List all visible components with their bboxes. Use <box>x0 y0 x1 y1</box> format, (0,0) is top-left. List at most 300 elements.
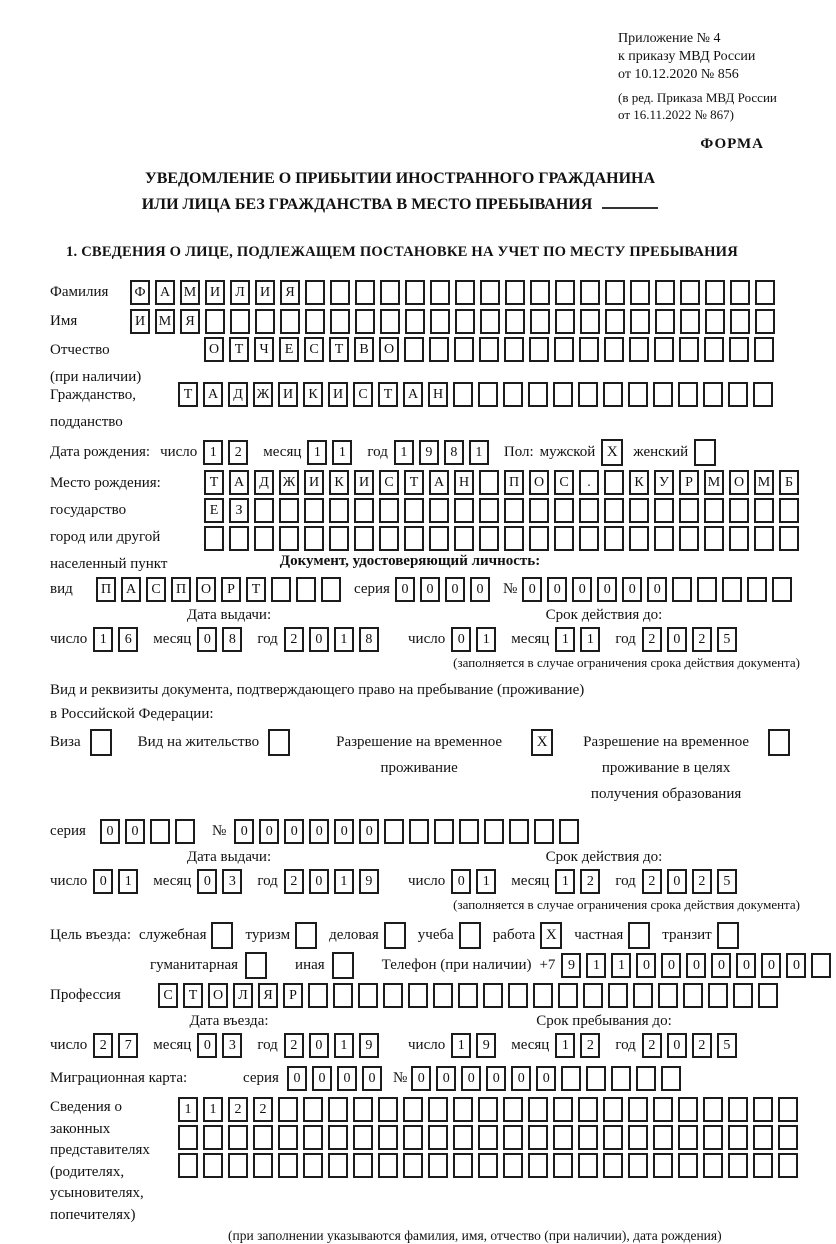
char-cell <box>330 309 350 334</box>
birth-day-label: число <box>160 444 198 460</box>
entry-date-col <box>50 1013 408 1058</box>
char-cell <box>529 337 549 362</box>
char-cell: 0 <box>667 869 687 894</box>
char-cell: 2 <box>580 1033 600 1058</box>
citizenship-label <box>50 382 178 436</box>
char-cell <box>678 1097 698 1122</box>
phone-prefix: +7 <box>539 957 556 973</box>
char-cell <box>672 577 692 602</box>
char-cell <box>604 498 624 523</box>
char-cell <box>553 1097 573 1122</box>
char-cell: У <box>654 470 674 495</box>
char-cell: 9 <box>359 869 379 894</box>
char-cell <box>753 1125 773 1150</box>
char-cell: 8 <box>222 627 242 652</box>
stay-valid-month-label: месяц <box>511 873 550 889</box>
char-cell <box>604 337 624 362</box>
representatives-footnote: (при заполнении указываются фамилия, имя, отчество (при наличии), дата рождения) <box>228 1228 722 1243</box>
char-cell: 1 <box>611 953 631 978</box>
char-cell <box>454 498 474 523</box>
char-cell: 2 <box>692 1033 712 1058</box>
char-cell: Р <box>283 983 303 1008</box>
char-cell <box>178 1153 198 1178</box>
char-cell <box>329 526 349 551</box>
char-cell: 2 <box>284 627 304 652</box>
char-cell: 1 <box>586 953 606 978</box>
char-cell <box>330 280 350 305</box>
char-cell: Т <box>229 337 249 362</box>
stay-valid-year-label: год <box>615 873 636 889</box>
char-cell <box>628 1097 648 1122</box>
char-cell <box>658 983 678 1008</box>
char-cell <box>429 498 449 523</box>
temp-residence-edu-option <box>573 729 790 807</box>
char-cell: Т <box>329 337 349 362</box>
identity-doc-kind-label: вид <box>50 581 73 597</box>
char-cell: 9 <box>476 1033 496 1058</box>
char-cell: Т <box>178 382 198 407</box>
char-cell: 1 <box>476 869 496 894</box>
char-cell <box>328 1097 348 1122</box>
char-cell <box>378 1153 398 1178</box>
char-cell: Л <box>233 983 253 1008</box>
char-cell <box>305 280 325 305</box>
char-cell <box>579 337 599 362</box>
revision-line-1: (в ред. Приказа МВД России <box>618 90 777 105</box>
birth-month-cells <box>307 440 357 465</box>
char-cell <box>578 1153 598 1178</box>
char-cell: З <box>229 498 249 523</box>
char-cell: И <box>304 470 324 495</box>
stay-until-year-label: год <box>615 1037 636 1053</box>
birth-place-cells-line-2 <box>204 498 804 523</box>
char-cell <box>705 309 725 334</box>
char-cell: 2 <box>284 869 304 894</box>
char-cell <box>583 983 603 1008</box>
char-cell: 3 <box>222 1033 242 1058</box>
char-cell: 0 <box>451 869 471 894</box>
char-cell <box>778 1153 798 1178</box>
char-cell <box>778 1097 798 1122</box>
char-cell: 0 <box>522 577 542 602</box>
char-cell <box>679 498 699 523</box>
identity-doc-series-label: серия <box>354 581 390 597</box>
char-cell: С <box>353 382 373 407</box>
char-cell <box>704 498 724 523</box>
birth-date-row <box>50 439 800 466</box>
char-cell <box>630 280 650 305</box>
char-cell <box>533 983 553 1008</box>
char-cell <box>504 526 524 551</box>
char-cell <box>628 1153 648 1178</box>
char-cell: Е <box>279 337 299 362</box>
char-cell <box>230 309 250 334</box>
identity-doc-issue-col <box>50 607 408 671</box>
char-cell: А <box>229 470 249 495</box>
char-cell <box>579 498 599 523</box>
char-cell: Р <box>679 470 699 495</box>
char-cell <box>655 309 675 334</box>
stay-doc-number-label: № <box>211 823 227 839</box>
migration-card-series-label: серия <box>243 1070 279 1086</box>
stay-until-row <box>408 1033 800 1058</box>
char-cell <box>754 526 774 551</box>
char-cell <box>703 1153 723 1178</box>
char-cell <box>553 1153 573 1178</box>
char-cell: Я <box>180 309 200 334</box>
char-cell <box>653 1125 673 1150</box>
char-cell <box>630 309 650 334</box>
char-cell: 0 <box>667 1033 687 1058</box>
identity-doc-footnote: (заполняется в случае ограничения срока действия документа) <box>453 655 800 670</box>
char-cell: О <box>204 337 224 362</box>
char-cell <box>555 280 575 305</box>
char-cell: М <box>754 470 774 495</box>
char-cell: 0 <box>362 1066 382 1091</box>
char-cell <box>503 1097 523 1122</box>
stay-issue-day-label: число <box>50 873 88 889</box>
char-cell: 0 <box>197 869 217 894</box>
stay-doc-intro-line-1: Вид и реквизиты документа, подтверждающего право на пребывание (проживание) <box>50 682 585 698</box>
char-cell <box>253 1153 273 1178</box>
residence-permit-option <box>138 729 290 756</box>
char-cell <box>753 382 773 407</box>
char-cell <box>278 1097 298 1122</box>
purpose-transit-checkbox <box>717 922 739 949</box>
char-cell: Т <box>204 470 224 495</box>
char-cell <box>503 382 523 407</box>
char-cell <box>679 526 699 551</box>
citizenship-label-line-1: Гражданство, <box>50 387 137 403</box>
char-cell: О <box>196 577 216 602</box>
identity-doc-valid-col <box>408 607 800 671</box>
char-cell: Ж <box>279 470 299 495</box>
char-cell <box>528 1125 548 1150</box>
appendix-header <box>618 30 800 123</box>
identity-doc-dates <box>50 607 800 671</box>
char-cell <box>655 280 675 305</box>
char-cell <box>504 337 524 362</box>
stay-until-year-cells <box>642 1033 742 1058</box>
char-cell <box>629 498 649 523</box>
char-cell <box>304 526 324 551</box>
char-cell: Д <box>228 382 248 407</box>
char-cell <box>328 1153 348 1178</box>
char-cell <box>704 337 724 362</box>
char-cell <box>559 819 579 844</box>
char-cell <box>703 1125 723 1150</box>
char-cell <box>479 498 499 523</box>
char-cell: А <box>203 382 223 407</box>
char-cell: О <box>529 470 549 495</box>
char-cell <box>308 983 328 1008</box>
char-cell <box>480 280 500 305</box>
form-title-line-2-text: ИЛИ ЛИЦА БЕЗ ГРАЖДАНСТВА В МЕСТО ПРЕБЫВАНИЯ <box>141 196 593 213</box>
char-cell <box>505 309 525 334</box>
stay-doc-footnote: (заполняется в случае ограничения срока действия документа) <box>453 897 800 912</box>
migration-card-number-label: № <box>392 1070 408 1086</box>
stay-until-day-label: число <box>408 1037 446 1053</box>
purpose-study-checkbox <box>459 922 481 949</box>
char-cell <box>755 280 775 305</box>
char-cell: 1 <box>334 627 354 652</box>
char-cell <box>754 498 774 523</box>
char-cell: Ф <box>130 280 150 305</box>
birth-place-labels <box>50 470 204 578</box>
char-cell: 5 <box>717 1033 737 1058</box>
char-cell: 0 <box>420 577 440 602</box>
char-cell: А <box>155 280 175 305</box>
form-label: ФОРМА <box>700 136 764 152</box>
char-cell <box>428 1153 448 1178</box>
migration-card-label: Миграционная карта: <box>50 1070 188 1086</box>
stay-doc-number-cells <box>234 819 584 844</box>
char-cell <box>454 526 474 551</box>
char-cell <box>729 337 749 362</box>
char-cell <box>380 309 400 334</box>
char-cell <box>729 526 749 551</box>
char-cell: 0 <box>636 953 656 978</box>
representatives-label-1: Сведения о <box>50 1099 122 1115</box>
citizenship-cells <box>178 382 778 407</box>
char-cell: Ж <box>253 382 273 407</box>
char-cell <box>479 470 499 495</box>
char-cell: П <box>96 577 116 602</box>
char-cell <box>654 526 674 551</box>
char-cell <box>353 1097 373 1122</box>
char-cell: 2 <box>93 1033 113 1058</box>
entry-month-cells <box>197 1033 247 1058</box>
char-cell: А <box>429 470 449 495</box>
form-title <box>50 166 750 218</box>
char-cell <box>478 1153 498 1178</box>
profession-row <box>50 983 800 1008</box>
char-cell <box>205 309 225 334</box>
char-cell: 0 <box>436 1066 456 1091</box>
migration-card-series-cells <box>287 1066 387 1091</box>
char-cell <box>455 309 475 334</box>
char-cell <box>680 309 700 334</box>
char-cell <box>303 1097 323 1122</box>
representatives-block <box>50 1097 800 1226</box>
purpose-other-label: иная <box>295 957 325 973</box>
identity-doc-valid-heading: Срок действия до: <box>545 607 663 623</box>
char-cell: Т <box>183 983 203 1008</box>
char-cell <box>478 382 498 407</box>
given-name-cells <box>130 309 780 334</box>
char-cell <box>708 983 728 1008</box>
char-cell <box>754 337 774 362</box>
identity-doc-number-label: № <box>502 581 518 597</box>
visit-purpose-row-2 <box>150 952 800 979</box>
entry-year-cells <box>284 1033 384 1058</box>
char-cell <box>678 1125 698 1150</box>
char-cell: 5 <box>717 869 737 894</box>
char-cell <box>558 983 578 1008</box>
char-cell: 8 <box>444 440 464 465</box>
purpose-humanitarian-checkbox <box>245 952 267 979</box>
identity-doc-issue-heading: Дата выдачи: <box>186 607 272 623</box>
char-cell: И <box>205 280 225 305</box>
char-cell <box>383 983 403 1008</box>
purpose-other-checkbox <box>332 952 354 979</box>
char-cell <box>578 382 598 407</box>
char-cell <box>509 819 529 844</box>
char-cell: 0 <box>197 627 217 652</box>
stay-until-day-cells <box>451 1033 501 1058</box>
char-cell <box>611 1066 631 1091</box>
representatives-label-2: законных <box>50 1120 111 1137</box>
char-cell <box>405 309 425 334</box>
identity-doc-valid-row <box>408 627 800 652</box>
char-cell <box>580 280 600 305</box>
valid-day-cells <box>451 627 501 652</box>
char-cell <box>453 1097 473 1122</box>
char-cell <box>653 1153 673 1178</box>
char-cell: 0 <box>259 819 279 844</box>
patronymic-label-line-1: Отчество <box>50 342 110 358</box>
char-cell <box>255 309 275 334</box>
char-cell <box>434 819 454 844</box>
char-cell <box>772 577 792 602</box>
stay-doc-issue-heading: Дата выдачи: <box>186 849 272 865</box>
char-cell <box>254 498 274 523</box>
visa-label: Виза <box>50 734 81 750</box>
char-cell <box>811 953 831 978</box>
birth-place-cells-line-3 <box>204 526 804 551</box>
char-cell: С <box>146 577 166 602</box>
char-cell <box>353 1125 373 1150</box>
representatives-cell-rows <box>178 1097 803 1181</box>
birth-place-cell-rows <box>204 470 804 554</box>
purpose-tourism-checkbox <box>295 922 317 949</box>
char-cell <box>636 1066 656 1091</box>
purpose-work-checkbox: X <box>540 922 562 949</box>
char-cell <box>605 280 625 305</box>
char-cell: Р <box>221 577 241 602</box>
char-cell <box>403 1097 423 1122</box>
char-cell <box>604 470 624 495</box>
char-cell: П <box>504 470 524 495</box>
char-cell <box>728 1153 748 1178</box>
stay-doc-valid-heading: Срок действия до: <box>545 849 663 865</box>
char-cell <box>358 983 378 1008</box>
char-cell <box>703 1097 723 1122</box>
char-cell <box>378 1097 398 1122</box>
char-cell: 0 <box>761 953 781 978</box>
sex-label: Пол: <box>503 444 534 460</box>
citizenship-label-line-2: подданство <box>50 414 123 430</box>
form-title-line-2 <box>50 192 750 218</box>
purpose-business-checkbox <box>384 922 406 949</box>
char-cell <box>278 1153 298 1178</box>
temp-residence-label: Разрешение на временное проживание <box>336 734 503 776</box>
char-cell <box>728 1097 748 1122</box>
char-cell: Л <box>230 280 250 305</box>
char-cell <box>379 498 399 523</box>
char-cell <box>528 1153 548 1178</box>
char-cell: 0 <box>395 577 415 602</box>
char-cell <box>697 577 717 602</box>
char-cell: 0 <box>711 953 731 978</box>
char-cell <box>529 498 549 523</box>
char-cell <box>429 526 449 551</box>
char-cell <box>175 819 195 844</box>
issue-day-cells <box>93 627 143 652</box>
char-cell: В <box>354 337 374 362</box>
char-cell <box>178 1125 198 1150</box>
char-cell: 0 <box>451 627 471 652</box>
char-cell: 0 <box>100 819 120 844</box>
char-cell: 2 <box>253 1097 273 1122</box>
stay-issue-month-cells <box>197 869 247 894</box>
stay-doc-issue-row <box>50 869 408 894</box>
char-cell: 9 <box>359 1033 379 1058</box>
char-cell: М <box>180 280 200 305</box>
char-cell <box>408 983 428 1008</box>
stay-valid-year-cells <box>642 869 742 894</box>
representatives-label-4: (родителях, <box>50 1163 125 1180</box>
char-cell <box>409 819 429 844</box>
char-cell <box>480 309 500 334</box>
char-cell <box>534 819 554 844</box>
char-cell: . <box>579 470 599 495</box>
char-cell: С <box>304 337 324 362</box>
issue-year-cells <box>284 627 384 652</box>
char-cell <box>578 1097 598 1122</box>
char-cell: К <box>329 470 349 495</box>
char-cell <box>730 309 750 334</box>
char-cell: 0 <box>736 953 756 978</box>
char-cell <box>654 337 674 362</box>
issue-month-cells <box>197 627 247 652</box>
char-cell <box>629 526 649 551</box>
char-cell: 0 <box>667 627 687 652</box>
char-cell <box>704 526 724 551</box>
char-cell: 0 <box>334 819 354 844</box>
char-cell <box>753 1097 773 1122</box>
char-cell: 0 <box>309 1033 329 1058</box>
char-cell: И <box>354 470 374 495</box>
char-cell <box>484 819 504 844</box>
profession-label: Профессия <box>50 987 121 1003</box>
char-cell: 0 <box>309 627 329 652</box>
char-cell <box>430 309 450 334</box>
temp-residence-checkbox: X <box>531 729 553 756</box>
char-cell <box>454 337 474 362</box>
char-cell: Ч <box>254 337 274 362</box>
char-cell <box>478 1125 498 1150</box>
char-cell <box>555 309 575 334</box>
char-cell: 0 <box>622 577 642 602</box>
char-cell <box>428 1125 448 1150</box>
stay-valid-day-cells <box>451 869 501 894</box>
char-cell: Б <box>779 470 799 495</box>
char-cell <box>633 983 653 1008</box>
surname-row <box>50 280 800 305</box>
stay-issue-year-cells <box>284 869 384 894</box>
birth-place-label-3: город или другой <box>50 529 161 545</box>
valid-year-cells <box>642 627 742 652</box>
residence-permit-checkbox <box>268 729 290 756</box>
char-cell: 0 <box>411 1066 431 1091</box>
revision-note <box>618 89 800 123</box>
char-cell: 1 <box>476 627 496 652</box>
char-cell <box>728 1125 748 1150</box>
char-cell <box>722 577 742 602</box>
char-cell <box>778 1125 798 1150</box>
char-cell: 0 <box>786 953 806 978</box>
